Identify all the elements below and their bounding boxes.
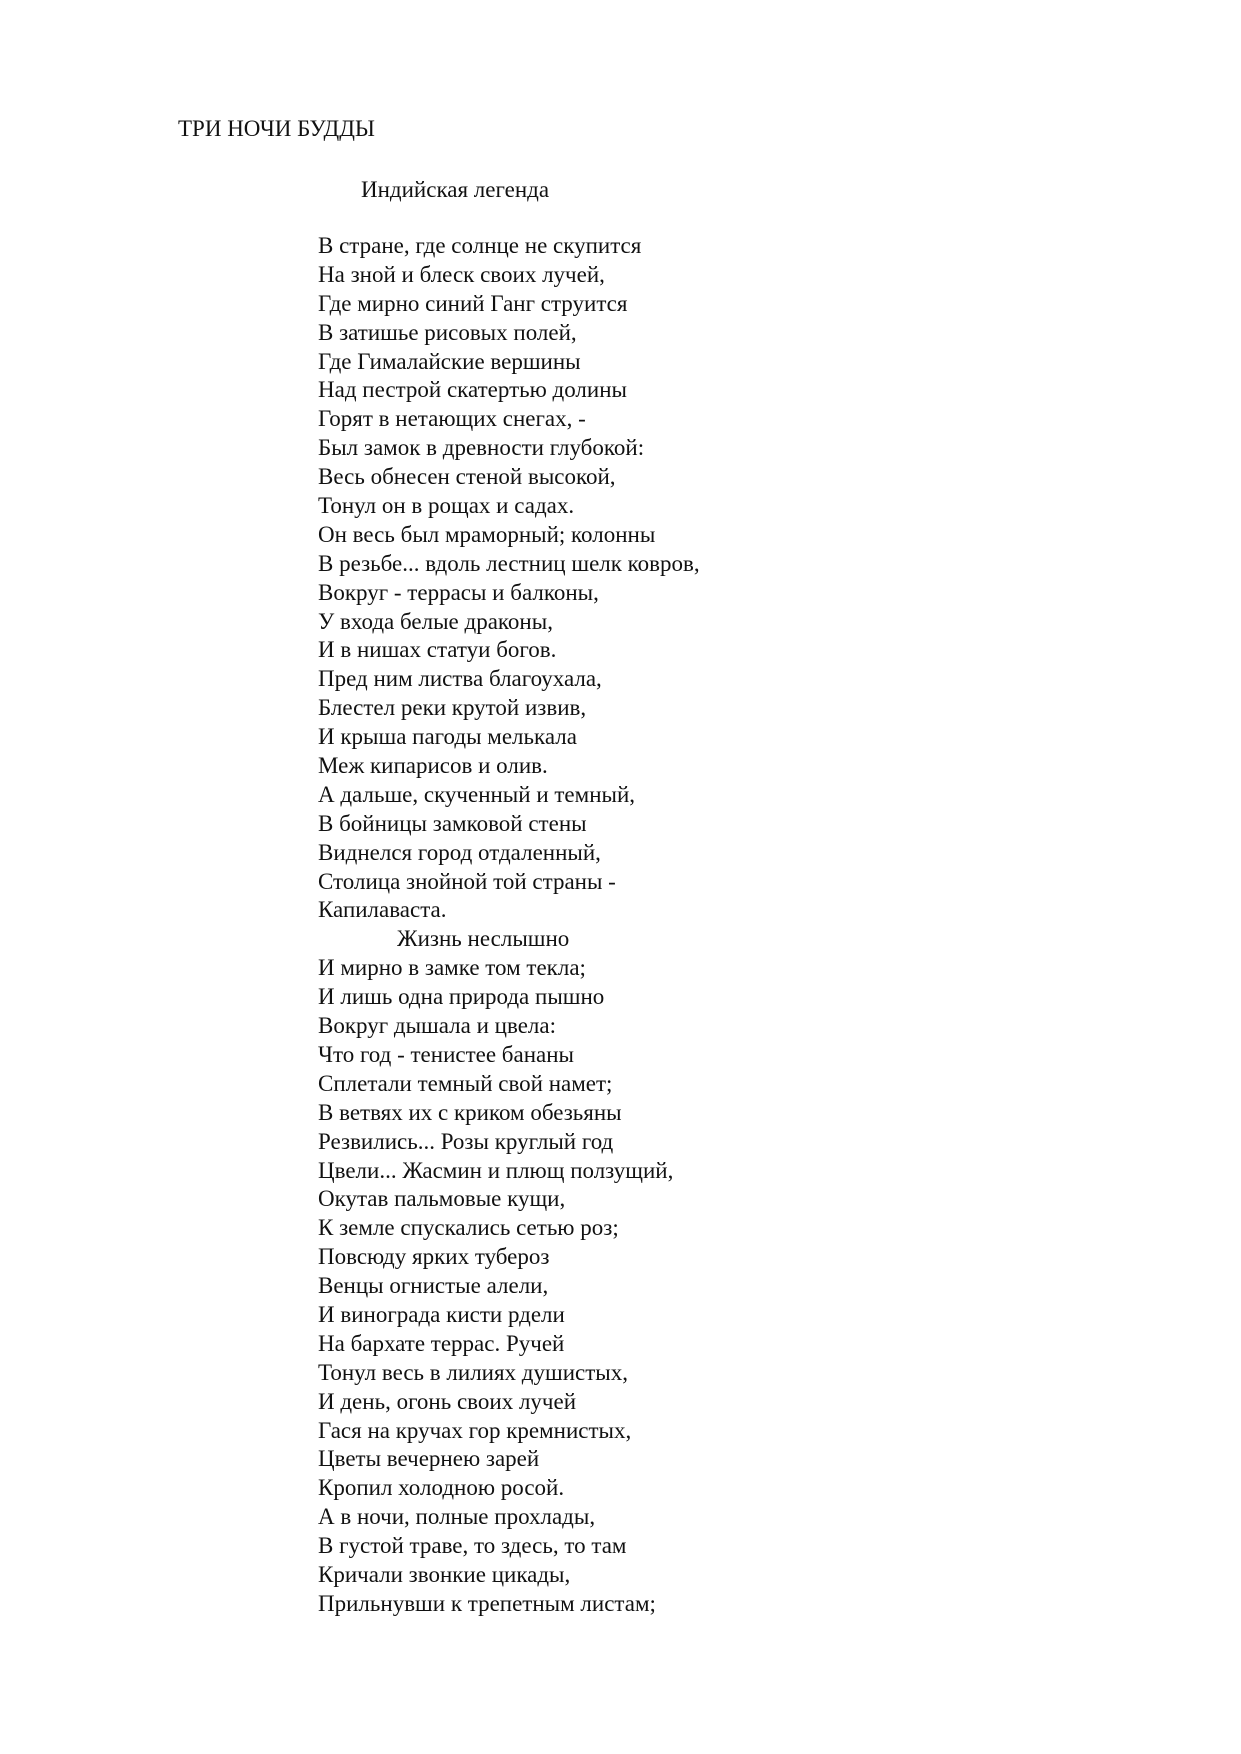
poem-line: Меж кипарисов и олив.	[318, 753, 548, 779]
poem-line: Цвели... Жасмин и плющ ползущий,	[318, 1157, 674, 1183]
poem-line: Где мирно синий Ганг струится	[318, 290, 628, 316]
poem-line: И день, огонь своих лучей	[318, 1388, 577, 1414]
poem-line: Что год - тенистее бананы	[318, 1041, 574, 1067]
poem-line: Был замок в древности глубокой:	[318, 435, 645, 461]
poem-line: Вокруг дышала и цвела:	[318, 1013, 556, 1039]
poem-line: И мирно в замке том текла;	[318, 955, 586, 981]
poem-subtitle: Индийская легенда	[361, 177, 550, 202]
poem-line: Венцы огнистые алели,	[318, 1273, 549, 1299]
poem-line: Цветы вечернею зарей	[318, 1446, 540, 1472]
poem-line: Кропил холодною росой.	[318, 1475, 565, 1501]
poem-line: А в ночи, полные прохлады,	[318, 1504, 596, 1530]
poem-line: Резвились... Розы круглый год	[318, 1128, 614, 1154]
poem-line: И лишь одна природа пышно	[318, 984, 605, 1010]
poem-line: Капилаваста.	[318, 897, 447, 923]
poem-line: Жизнь неслышно	[397, 926, 570, 952]
poem-line: Прильнувши к трепетным листам;	[318, 1590, 656, 1616]
poem-line: В затишье рисовых полей,	[318, 319, 577, 345]
poem-line: Где Гималайские вершины	[318, 348, 581, 374]
poem-line: Сплетали темный свой намет;	[318, 1070, 613, 1096]
poem-line: Кричали звонкие цикады,	[318, 1561, 571, 1587]
poem-line: Повсюду ярких тубероз	[318, 1244, 550, 1270]
poem-body	[318, 232, 700, 1619]
poem-line: Тонул он в рощах и садах.	[318, 493, 575, 519]
poem-line: Он весь был мраморный; колонны	[318, 521, 656, 547]
poem-line: В ветвях их с криком обезьяны	[318, 1099, 622, 1125]
poem-line: А дальше, скученный и темный,	[318, 781, 636, 807]
poem-line: Блестел реки крутой извив,	[318, 695, 587, 721]
poem-line: Над пестрой скатертью долины	[318, 377, 627, 403]
poem-line: На зной и блеск своих лучей,	[318, 261, 605, 287]
poem-line: В стране, где солнце не скупится	[318, 233, 642, 258]
poem-line: Тонул весь в лилиях душистых,	[318, 1359, 628, 1385]
poem-line: Весь обнесен стеной высокой,	[318, 464, 616, 490]
poem-line: И крыша пагоды мелькала	[318, 724, 577, 750]
poem-line: К земле спускались сетью роз;	[318, 1215, 619, 1241]
poem-line: В густой траве, то здесь, то там	[318, 1533, 627, 1559]
poem-line: Окутав пальмовые кущи,	[318, 1186, 566, 1212]
poem-title: ТРИ НОЧИ БУДДЫ	[178, 116, 375, 141]
poem-line: Гася на кручах гор кремнистых,	[318, 1417, 632, 1443]
poem-line: Вокруг - террасы и балконы,	[318, 579, 599, 605]
poem-line: И винограда кисти рдели	[318, 1301, 565, 1327]
poem-line: Столица знойной той страны -	[318, 868, 616, 894]
poem-line: В резьбе... вдоль лестниц шелк ковров,	[318, 550, 700, 576]
poem-line: И в нишах статуи богов.	[318, 637, 557, 663]
poem-line: Пред ним листва благоухала,	[318, 666, 602, 692]
poem-line: На бархате террас. Ручей	[318, 1330, 565, 1356]
poem-line: В бойницы замковой стены	[318, 810, 587, 836]
poem-line: Виднелся город отдаленный,	[318, 839, 601, 865]
poem-line: Горят в нетающих снегах, -	[318, 406, 586, 432]
poem-line: У входа белые драконы,	[318, 608, 553, 634]
